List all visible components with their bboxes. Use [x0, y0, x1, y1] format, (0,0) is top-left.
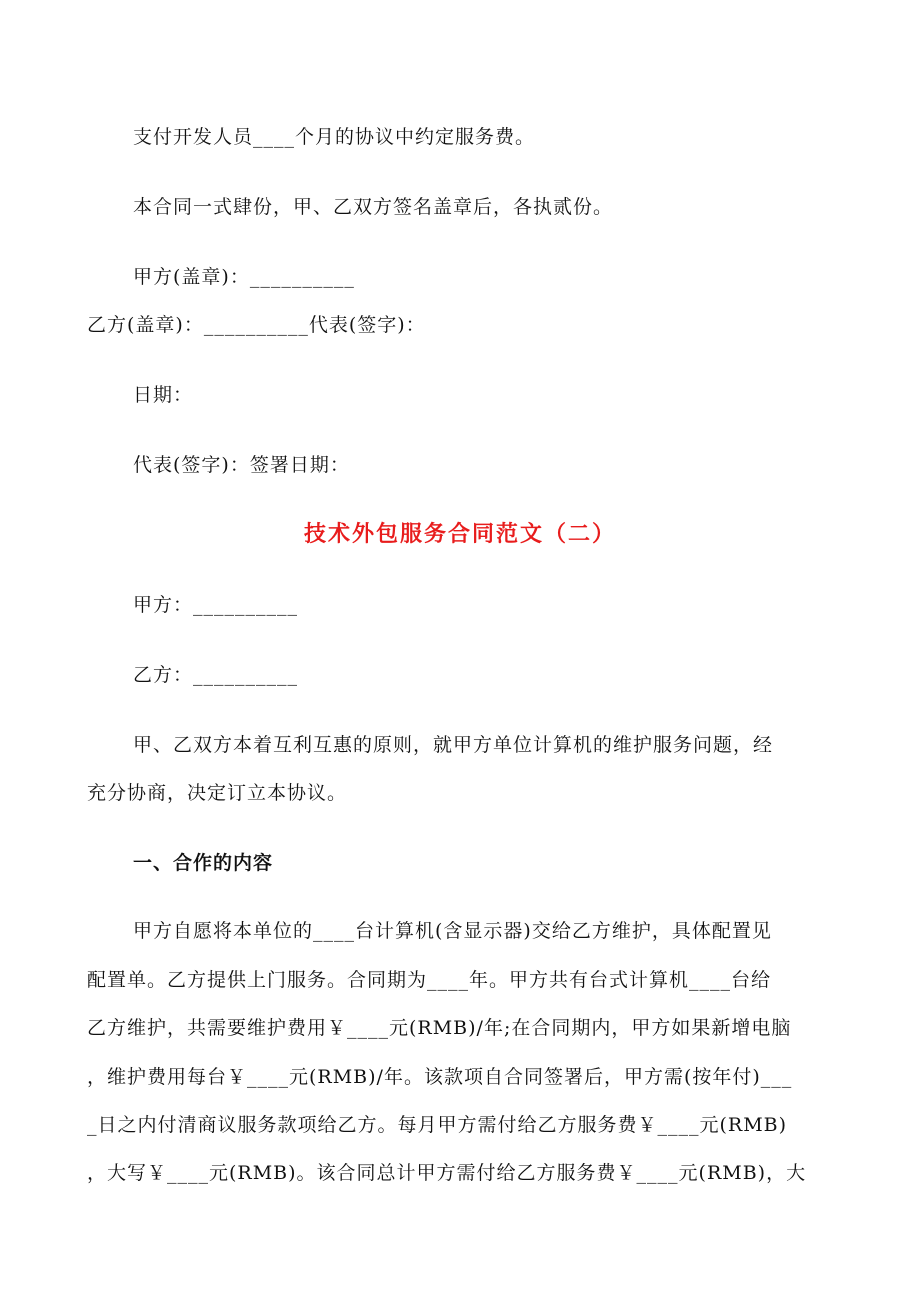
intro-paragraph-line: 充分协商，决定订立本协议。	[87, 782, 348, 804]
signature-party-b: 乙方(盖章)：__________代表(签字)：	[87, 314, 426, 336]
party-a-field: 甲方：__________	[133, 594, 299, 616]
section-body-line: 甲方自愿将本单位的____台计算机(含显示器)交给乙方维护，具体配置见	[133, 920, 772, 942]
section-body-line: _日之内付清商议服务款项给乙方。每月甲方需付给乙方服务费￥____元(RMB)	[87, 1114, 788, 1136]
party-b-field: 乙方：__________	[133, 664, 299, 686]
section-heading: 一、合作的内容	[133, 852, 274, 874]
text-line: 支付开发人员____个月的协议中约定服务费。	[133, 126, 536, 148]
representative-line: 代表(签字)：签署日期：	[133, 454, 350, 476]
section-body-line: ，大写￥____元(RMB)。该合同总计甲方需付给乙方服务费￥____元(RMB)，大	[87, 1162, 807, 1184]
signature-party-a: 甲方(盖章)：__________	[133, 266, 355, 288]
section-body-line: 配置单。乙方提供上门服务。合同期为____年。甲方共有台式计算机____台给	[87, 969, 772, 991]
text-line: 本合同一式肆份，甲、乙双方签名盖章后，各执贰份。	[133, 196, 614, 218]
intro-paragraph-line: 甲、乙双方本着互利互惠的原则，就甲方单位计算机的维护服务问题，经	[133, 734, 774, 756]
date-line: 日期：	[133, 384, 194, 406]
section-body-line: 乙方维护，共需要维护费用￥____元(RMB)/年;在合同期内，甲方如果新增电脑	[87, 1017, 792, 1039]
document-title: 技术外包服务合同范文（二）	[303, 521, 616, 547]
section-body-line: ，维护费用每台￥____元(RMB)/年。该款项自合同签署后，甲方需(按年付)___	[87, 1066, 793, 1088]
